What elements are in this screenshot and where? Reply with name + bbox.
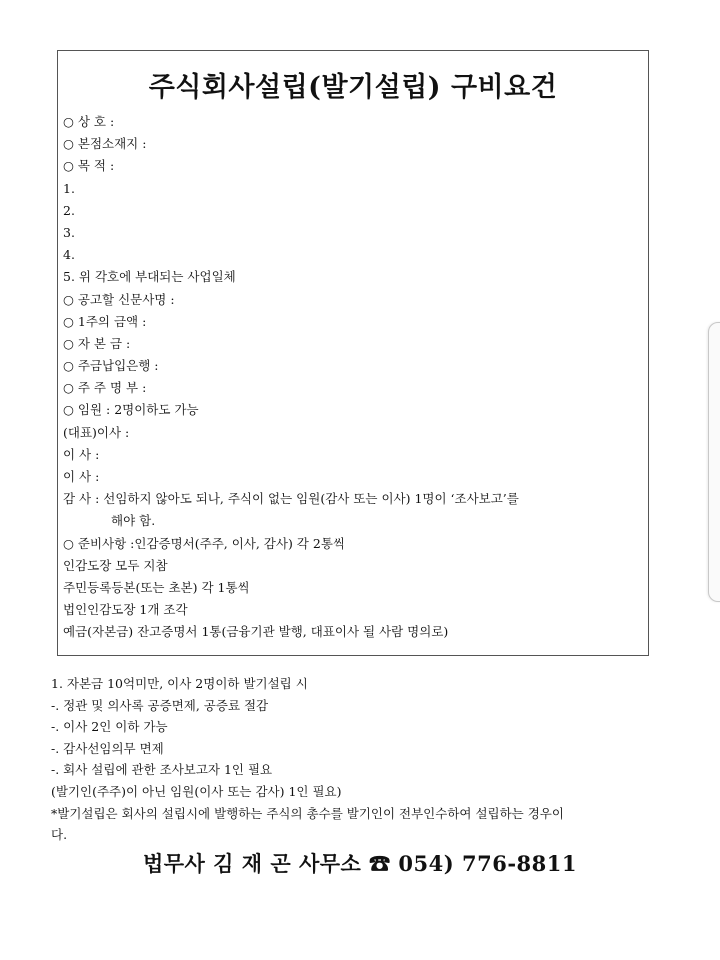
form-line-capital: ○ 자 본 금 : bbox=[63, 335, 131, 351]
note-line: 다. bbox=[51, 827, 68, 843]
note-line: (발기인(주주)이 아닌 임원(이사 또는 감사) 1인 필요) bbox=[51, 783, 342, 799]
notes-section bbox=[51, 673, 666, 846]
form-line-balance-certificate: 예금(자본금) 잔고증명서 1통(금융기관 발행, 대표이사 될 사람 명의로) bbox=[63, 624, 449, 640]
note-line: 1. 자본금 10억미만, 이사 2명이하 발기설립 시 bbox=[51, 676, 308, 691]
form-line-director-1: 이 사 : bbox=[63, 446, 100, 462]
form-line-purpose-1: 1. bbox=[63, 180, 75, 196]
form-line-shareholder-list: ○ 주 주 명 부 : bbox=[63, 380, 147, 396]
note-line: *발기설립은 회사의 설립시에 발행하는 주식의 총수를 발기인이 전부인수하여 설립하는 경우이 bbox=[51, 805, 564, 821]
form-line-head-office: ○ 본점소재지 : bbox=[63, 136, 147, 152]
form-line-corporate-seal: 법인인감도장 1개 조각 bbox=[63, 602, 188, 618]
form-line-director-2: 이 사 : bbox=[63, 469, 100, 484]
office-contact-footer: 법무사 김 재 곤 사무소 ☎ 054) 776-8811 bbox=[142, 851, 578, 876]
form-line-share-amount: ○ 1주의 금액 : bbox=[63, 313, 147, 329]
form-line-officers: ○ 임원 : 2명이하도 가능 bbox=[63, 402, 199, 418]
form-line-trade-name: ○ 상 호 : bbox=[63, 114, 115, 129]
note-line: -. 정관 및 의사록 공증면제, 공증료 절감 bbox=[51, 697, 269, 713]
form-line-purpose: ○ 목 적 : bbox=[63, 158, 115, 174]
form-line-purpose-2: 2. bbox=[63, 202, 75, 218]
form-line-seal: 인감도장 모두 지참 bbox=[63, 557, 168, 573]
form-line-purpose-5: 5. 위 각호에 부대되는 사업일체 bbox=[63, 269, 236, 285]
form-line-purpose-4: 4. bbox=[63, 247, 75, 263]
form-line-purpose-3: 3. bbox=[63, 224, 75, 240]
form-line-representative-director: (대표)이사 : bbox=[63, 424, 130, 440]
form-line-auditor-cont: 해야 함. bbox=[111, 513, 156, 529]
note-line: -. 감사선임의무 면제 bbox=[51, 740, 164, 756]
requirements-form-box bbox=[57, 50, 649, 656]
note-line: -. 회사 설립에 관한 조사보고자 1인 필요 bbox=[51, 762, 273, 778]
page-title: 주식회사설립(발기설립) 구비요건 bbox=[148, 72, 558, 103]
form-line-payment-bank: ○ 주금납입은행 : bbox=[63, 358, 159, 374]
note-line: -. 이사 2인 이하 가능 bbox=[51, 719, 168, 735]
side-panel-handle[interactable] bbox=[708, 322, 720, 602]
form-line-preparations: ○ 준비사항 :인감증명서(주주, 이사, 감사) 각 2통씩 bbox=[63, 535, 345, 551]
form-line-resident-register: 주민등록등본(또는 초본) 각 1통씩 bbox=[63, 579, 250, 595]
form-line-auditor: 감 사 : 선임하지 않아도 되나, 주식이 없는 임원(감사 또는 이사) 1명이 ‘조사보고’를 bbox=[63, 491, 519, 507]
form-lines bbox=[63, 111, 643, 644]
form-line-newspaper: ○ 공고할 신문사명 : bbox=[63, 291, 175, 307]
